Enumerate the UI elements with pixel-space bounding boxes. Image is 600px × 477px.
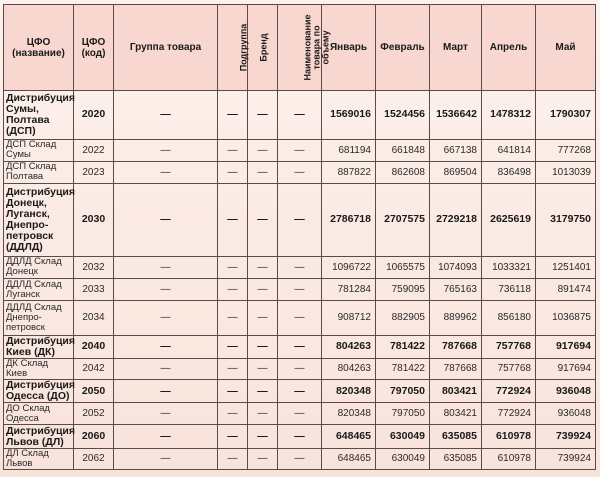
cfo-code-cell: 2033 bbox=[74, 278, 114, 300]
table-row bbox=[4, 425, 596, 448]
product-cell: — bbox=[278, 425, 322, 448]
may-cell: 936048 bbox=[536, 403, 596, 425]
table-row bbox=[4, 448, 596, 469]
mar-cell: 667138 bbox=[430, 139, 482, 161]
jan-cell: 804263 bbox=[322, 335, 376, 358]
product-cell: — bbox=[278, 335, 322, 358]
mar-cell: 787668 bbox=[430, 358, 482, 379]
header-feb: Февраль bbox=[376, 5, 430, 91]
subgroup-cell: — bbox=[218, 256, 248, 278]
header-jan: Январь bbox=[322, 5, 376, 91]
may-cell: 739924 bbox=[536, 425, 596, 448]
brand-cell: — bbox=[248, 91, 278, 140]
subgroup-cell: — bbox=[218, 380, 248, 403]
cfo-name-cell: ДДЛД Склад Донецк bbox=[4, 256, 74, 278]
cfo-name-cell: ДЛ Склад Львов bbox=[4, 448, 74, 469]
cfo-name-cell: Дистрибуция Львов (ДЛ) bbox=[4, 425, 74, 448]
group-cell: — bbox=[114, 256, 218, 278]
mar-cell: 803421 bbox=[430, 380, 482, 403]
group-cell: — bbox=[114, 448, 218, 469]
cfo-code-cell: 2050 bbox=[74, 380, 114, 403]
jan-cell: 908712 bbox=[322, 301, 376, 335]
jan-cell: 887822 bbox=[322, 161, 376, 183]
header-may: Май bbox=[536, 5, 596, 91]
jan-cell: 681194 bbox=[322, 139, 376, 161]
cfo-name-cell: ДСП Склад Сумы bbox=[4, 139, 74, 161]
header-product: Наименование товара по объему bbox=[278, 5, 322, 91]
group-cell: — bbox=[114, 380, 218, 403]
mar-cell: 787668 bbox=[430, 335, 482, 358]
product-cell: — bbox=[278, 301, 322, 335]
brand-cell: — bbox=[248, 335, 278, 358]
product-cell: — bbox=[278, 278, 322, 300]
group-cell: — bbox=[114, 139, 218, 161]
feb-cell: 882905 bbox=[376, 301, 430, 335]
group-cell: — bbox=[114, 161, 218, 183]
feb-cell: 1065575 bbox=[376, 256, 430, 278]
brand-cell: — bbox=[248, 301, 278, 335]
cfo-code-cell: 2040 bbox=[74, 335, 114, 358]
feb-cell: 661848 bbox=[376, 139, 430, 161]
cfo-name-cell: ДДЛД Склад Днепро-петровск bbox=[4, 301, 74, 335]
header-row bbox=[4, 5, 596, 91]
mar-cell: 635085 bbox=[430, 425, 482, 448]
header-group: Группа товара bbox=[114, 5, 218, 91]
may-cell: 1790307 bbox=[536, 91, 596, 140]
table-row bbox=[4, 403, 596, 425]
may-cell: 777268 bbox=[536, 139, 596, 161]
cfo-name-cell: Дистрибуция Донецк, Луганск, Днепро-петровск (ДДЛД) bbox=[4, 183, 74, 256]
brand-cell: — bbox=[248, 278, 278, 300]
cfo-code-cell: 2042 bbox=[74, 358, 114, 379]
subgroup-cell: — bbox=[218, 183, 248, 256]
product-cell: — bbox=[278, 183, 322, 256]
brand-cell: — bbox=[248, 183, 278, 256]
table-row bbox=[4, 380, 596, 403]
apr-cell: 836498 bbox=[482, 161, 536, 183]
group-cell: — bbox=[114, 403, 218, 425]
product-cell: — bbox=[278, 380, 322, 403]
brand-cell: — bbox=[248, 425, 278, 448]
feb-cell: 630049 bbox=[376, 425, 430, 448]
mar-cell: 635085 bbox=[430, 448, 482, 469]
cfo-name-cell: Дистрибуция Киев (ДК) bbox=[4, 335, 74, 358]
cfo-name-cell: Дистрибуция Одесса (ДО) bbox=[4, 380, 74, 403]
subgroup-cell: — bbox=[218, 403, 248, 425]
product-cell: — bbox=[278, 448, 322, 469]
cfo-code-cell: 2062 bbox=[74, 448, 114, 469]
jan-cell: 648465 bbox=[322, 448, 376, 469]
brand-cell: — bbox=[248, 256, 278, 278]
apr-cell: 736118 bbox=[482, 278, 536, 300]
apr-cell: 856180 bbox=[482, 301, 536, 335]
mar-cell: 2729218 bbox=[430, 183, 482, 256]
brand-cell: — bbox=[248, 161, 278, 183]
subgroup-cell: — bbox=[218, 358, 248, 379]
jan-cell: 648465 bbox=[322, 425, 376, 448]
subgroup-cell: — bbox=[218, 301, 248, 335]
mar-cell: 765163 bbox=[430, 278, 482, 300]
subgroup-cell: — bbox=[218, 448, 248, 469]
jan-cell: 2786718 bbox=[322, 183, 376, 256]
subgroup-cell: — bbox=[218, 425, 248, 448]
group-cell: — bbox=[114, 278, 218, 300]
header-mar: Март bbox=[430, 5, 482, 91]
may-cell: 936048 bbox=[536, 380, 596, 403]
mar-cell: 803421 bbox=[430, 403, 482, 425]
mar-cell: 1536642 bbox=[430, 91, 482, 140]
header-cfo-code: ЦФО (код) bbox=[74, 5, 114, 91]
jan-cell: 781284 bbox=[322, 278, 376, 300]
subgroup-cell: — bbox=[218, 91, 248, 140]
brand-cell: — bbox=[248, 448, 278, 469]
apr-cell: 610978 bbox=[482, 448, 536, 469]
may-cell: 891474 bbox=[536, 278, 596, 300]
may-cell: 917694 bbox=[536, 358, 596, 379]
cfo-code-cell: 2022 bbox=[74, 139, 114, 161]
feb-cell: 781422 bbox=[376, 358, 430, 379]
product-cell: — bbox=[278, 91, 322, 140]
brand-cell: — bbox=[248, 139, 278, 161]
header-subgroup: Подгруппа bbox=[218, 5, 248, 91]
jan-cell: 1096722 bbox=[322, 256, 376, 278]
table-row bbox=[4, 358, 596, 379]
cfo-name-cell: ДСП Склад Полтава bbox=[4, 161, 74, 183]
group-cell: — bbox=[114, 91, 218, 140]
may-cell: 1013039 bbox=[536, 161, 596, 183]
brand-cell: — bbox=[248, 403, 278, 425]
group-cell: — bbox=[114, 183, 218, 256]
apr-cell: 772924 bbox=[482, 403, 536, 425]
cfo-code-cell: 2060 bbox=[74, 425, 114, 448]
table-row bbox=[4, 183, 596, 256]
jan-cell: 1569016 bbox=[322, 91, 376, 140]
may-cell: 1036875 bbox=[536, 301, 596, 335]
cfo-name-cell: ДО Склад Одесса bbox=[4, 403, 74, 425]
cfo-code-cell: 2032 bbox=[74, 256, 114, 278]
apr-cell: 2625619 bbox=[482, 183, 536, 256]
apr-cell: 772924 bbox=[482, 380, 536, 403]
cfo-code-cell: 2052 bbox=[74, 403, 114, 425]
product-cell: — bbox=[278, 139, 322, 161]
mar-cell: 869504 bbox=[430, 161, 482, 183]
apr-cell: 1478312 bbox=[482, 91, 536, 140]
mar-cell: 1074093 bbox=[430, 256, 482, 278]
subgroup-cell: — bbox=[218, 278, 248, 300]
table-row bbox=[4, 335, 596, 358]
feb-cell: 759095 bbox=[376, 278, 430, 300]
cfo-name-cell: ДК Склад Киев bbox=[4, 358, 74, 379]
table-row bbox=[4, 301, 596, 335]
may-cell: 1251401 bbox=[536, 256, 596, 278]
cfo-code-cell: 2020 bbox=[74, 91, 114, 140]
feb-cell: 797050 bbox=[376, 380, 430, 403]
subgroup-cell: — bbox=[218, 335, 248, 358]
header-brand: Бренд bbox=[248, 5, 278, 91]
brand-cell: — bbox=[248, 380, 278, 403]
subgroup-cell: — bbox=[218, 161, 248, 183]
jan-cell: 820348 bbox=[322, 380, 376, 403]
table-row bbox=[4, 278, 596, 300]
group-cell: — bbox=[114, 335, 218, 358]
feb-cell: 797050 bbox=[376, 403, 430, 425]
group-cell: — bbox=[114, 301, 218, 335]
cfo-name-cell: ДДЛД Склад Луганск bbox=[4, 278, 74, 300]
feb-cell: 1524456 bbox=[376, 91, 430, 140]
apr-cell: 757768 bbox=[482, 358, 536, 379]
mar-cell: 889962 bbox=[430, 301, 482, 335]
may-cell: 739924 bbox=[536, 448, 596, 469]
may-cell: 3179750 bbox=[536, 183, 596, 256]
table-row bbox=[4, 256, 596, 278]
apr-cell: 610978 bbox=[482, 425, 536, 448]
group-cell: — bbox=[114, 358, 218, 379]
brand-cell: — bbox=[248, 358, 278, 379]
feb-cell: 781422 bbox=[376, 335, 430, 358]
product-cell: — bbox=[278, 256, 322, 278]
budget-table bbox=[3, 4, 596, 470]
product-cell: — bbox=[278, 358, 322, 379]
apr-cell: 757768 bbox=[482, 335, 536, 358]
feb-cell: 630049 bbox=[376, 448, 430, 469]
subgroup-cell: — bbox=[218, 139, 248, 161]
apr-cell: 1033321 bbox=[482, 256, 536, 278]
cfo-code-cell: 2023 bbox=[74, 161, 114, 183]
header-cfo-name: ЦФО (название) bbox=[4, 5, 74, 91]
jan-cell: 804263 bbox=[322, 358, 376, 379]
table-row bbox=[4, 91, 596, 140]
table-row bbox=[4, 161, 596, 183]
group-cell: — bbox=[114, 425, 218, 448]
cfo-code-cell: 2034 bbox=[74, 301, 114, 335]
cfo-name-cell: Дистрибуция Сумы, Полтава (ДСП) bbox=[4, 91, 74, 140]
cfo-code-cell: 2030 bbox=[74, 183, 114, 256]
table-row bbox=[4, 139, 596, 161]
feb-cell: 862608 bbox=[376, 161, 430, 183]
product-cell: — bbox=[278, 403, 322, 425]
header-apr: Апрель bbox=[482, 5, 536, 91]
jan-cell: 820348 bbox=[322, 403, 376, 425]
feb-cell: 2707575 bbox=[376, 183, 430, 256]
apr-cell: 641814 bbox=[482, 139, 536, 161]
may-cell: 917694 bbox=[536, 335, 596, 358]
product-cell: — bbox=[278, 161, 322, 183]
